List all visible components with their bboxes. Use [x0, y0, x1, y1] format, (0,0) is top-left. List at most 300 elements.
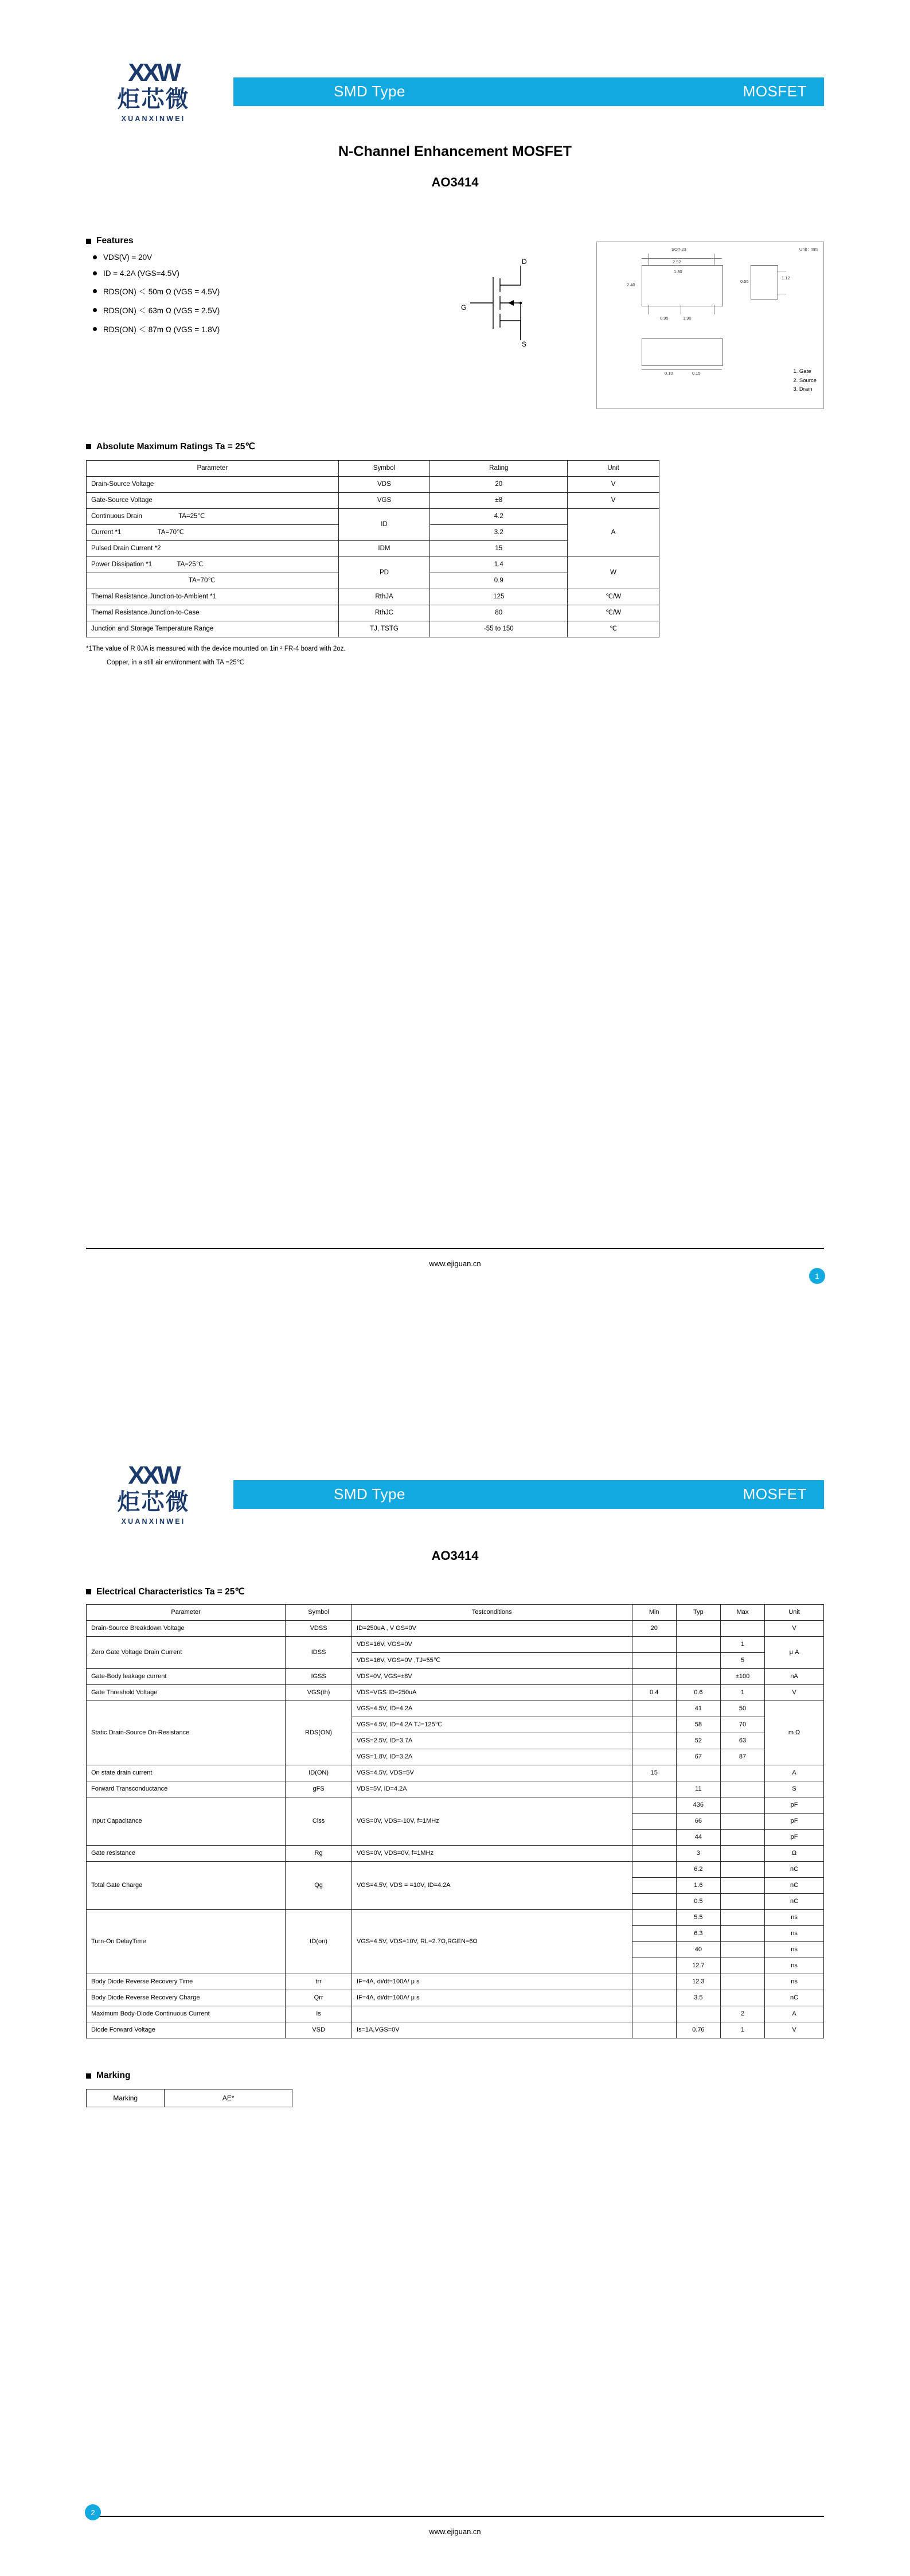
footer-url[interactable]: www.ejiguan.cn [429, 2527, 481, 2536]
footnote-2: Copper, in a still air environment with TA =25℃ [107, 659, 244, 666]
cell-typ: 52 [676, 1733, 720, 1749]
cell-min [632, 2006, 676, 2022]
cell-rating: 4.2 [430, 509, 568, 525]
page1-footer [86, 1248, 824, 1268]
cell-typ: 0.6 [676, 1685, 720, 1701]
cell-unit: ℃ [568, 621, 659, 637]
pin-label: 1. Gate [793, 368, 811, 375]
cell-symbol: IGSS [286, 1669, 352, 1685]
cell-test-condition: VDS=0V, VGS=±8V [351, 1669, 632, 1685]
cell-typ [676, 1669, 720, 1685]
cell-typ: 6.3 [676, 1926, 720, 1942]
cell-unit: ns [765, 1958, 824, 1974]
cell-max: 2 [720, 2006, 764, 2022]
cell-unit: A [765, 1765, 824, 1781]
cell-min [632, 1830, 676, 1846]
package-outline-drawing [596, 242, 824, 409]
feature-text: RDS(ON) ＜ 87m Ω (VGS = 1.8V) [103, 325, 220, 334]
cell-min: 15 [632, 1765, 676, 1781]
cell-parameter: Gate Threshold Voltage [87, 1685, 286, 1701]
cell-max [720, 1894, 764, 1910]
cell-unit: A [568, 509, 659, 557]
cell-unit: ns [765, 1974, 824, 1990]
column-header: Parameter [87, 461, 339, 477]
cell-max [720, 1878, 764, 1894]
cell-typ [676, 1765, 720, 1781]
cell-unit: nC [765, 1862, 824, 1878]
cell-parameter-cond: TA=70℃ [157, 529, 184, 536]
table-row [87, 1910, 824, 1926]
list-item [86, 269, 430, 278]
cell-max [720, 1942, 764, 1958]
abs-max-heading [86, 441, 824, 452]
cell-test-condition: VGS=4.5V, ID=4.2A [351, 1701, 632, 1717]
cell-parameter-cond: TA=25℃ [177, 561, 204, 569]
cell-parameter: Diode Forward Voltage [87, 2022, 286, 2038]
cell-test-condition: VGS=2.5V, ID=3.7A [351, 1733, 632, 1749]
cell-max: 1 [720, 2022, 764, 2038]
cell-unit: pF [765, 1830, 824, 1846]
cell-parameter-text: Power Dissipation *1 [91, 561, 153, 569]
cell-typ: 11 [676, 1781, 720, 1797]
cell-symbol: Rg [286, 1846, 352, 1862]
marking-label-cell: Marking [87, 2089, 165, 2107]
table-header-row [87, 461, 659, 477]
bullet-dot-icon [93, 327, 97, 331]
cell-max: 50 [720, 1701, 764, 1717]
cell-min [632, 1781, 676, 1797]
cell-unit: μ A [765, 1637, 824, 1669]
table-row [87, 2022, 824, 2038]
list-item [86, 304, 430, 316]
package-dimension: 2.92 [673, 259, 681, 264]
cell-parameter-cond: TA=70℃ [189, 577, 216, 585]
cell-unit: A [765, 2006, 824, 2022]
square-bullet-icon [86, 239, 91, 244]
bullet-dot-icon [93, 289, 97, 293]
cell-parameter: Drain-Source Breakdown Voltage [87, 1621, 286, 1637]
part-number: AO3414 [431, 175, 479, 189]
cell-typ [676, 1653, 720, 1669]
cell-typ [676, 1621, 720, 1637]
package-dimension: 0.10 [665, 371, 673, 376]
cell-min [632, 1717, 676, 1733]
cell-parameter: Gate-Body leakage current [87, 1669, 286, 1685]
footer-divider [86, 2516, 824, 2517]
marking-heading-text: Marking [96, 2071, 131, 2080]
cell-symbol: IDSS [286, 1637, 352, 1669]
page-2 [0, 1423, 910, 2576]
cell-symbol: RthJC [338, 605, 430, 621]
features-heading [86, 236, 430, 246]
cell-max: 70 [720, 1717, 764, 1733]
header-family-label: MOSFET [743, 1485, 807, 1503]
cell-test-condition: VGS=0V, VDS=-10V, f=1MHz [351, 1797, 632, 1846]
cell-min [632, 1878, 676, 1894]
cell-max [720, 1797, 764, 1814]
mosfet-symbol-svg [453, 254, 568, 357]
cell-symbol: ID(ON) [286, 1765, 352, 1781]
cell-unit: S [765, 1781, 824, 1797]
cell-typ: 12.3 [676, 1974, 720, 1990]
package-dimension: 0.15 [692, 371, 701, 376]
cell-unit: nC [765, 1894, 824, 1910]
cell-unit: pF [765, 1814, 824, 1830]
cell-max: 1 [720, 1637, 764, 1653]
cell-unit: V [765, 2022, 824, 2038]
cell-symbol: Ciss [286, 1797, 352, 1846]
cell-parameter: Pulsed Drain Current *2 [87, 541, 339, 557]
header-type-label: SMD Type [334, 1485, 405, 1503]
cell-min [632, 1974, 676, 1990]
cell-parameter [87, 573, 339, 589]
header-banner [233, 77, 824, 106]
cell-symbol: VGS(th) [286, 1685, 352, 1701]
marking-value-cell: AE* [165, 2089, 292, 2107]
package-name-label: SOT-23 [671, 247, 686, 252]
cell-min [632, 1894, 676, 1910]
cell-parameter-cond: TA=25℃ [178, 513, 205, 520]
cell-rating: 15 [430, 541, 568, 557]
cell-min [632, 1749, 676, 1765]
column-header: Testconditions [351, 1605, 632, 1621]
header-banner [233, 1480, 824, 1509]
cell-typ: 0.76 [676, 2022, 720, 2038]
cell-min [632, 1637, 676, 1653]
bullet-dot-icon [93, 255, 97, 259]
cell-max [720, 1830, 764, 1846]
cell-unit: ns [765, 1926, 824, 1942]
header-type-label: SMD Type [334, 83, 405, 100]
mosfet-symbol-diagram [453, 254, 579, 363]
package-pin-line [642, 258, 722, 259]
cell-max [720, 1910, 764, 1926]
cell-typ: 12.7 [676, 1958, 720, 1974]
cell-unit: V [765, 1621, 824, 1637]
cell-min: 0.4 [632, 1685, 676, 1701]
marking-table [86, 2089, 292, 2107]
cell-typ: 40 [676, 1942, 720, 1958]
absolute-maximum-ratings-table [86, 460, 659, 637]
table-row [87, 1974, 824, 1990]
package-dimension: 1.90 [683, 316, 692, 321]
cell-symbol: Qg [286, 1862, 352, 1910]
cell-rating: ±8 [430, 493, 568, 509]
cell-max: 63 [720, 1733, 764, 1749]
electrical-characteristics-heading [86, 1586, 824, 1597]
table-row [87, 1765, 824, 1781]
cell-unit: nC [765, 1990, 824, 2006]
cell-max [720, 1814, 764, 1830]
cell-parameter [87, 509, 339, 525]
cell-unit: nC [765, 1878, 824, 1894]
cell-rating: 0.9 [430, 573, 568, 589]
cell-parameter: Themal Resistance.Junction-to-Ambient *1 [87, 589, 339, 605]
cell-parameter: Forward Transconductance [87, 1781, 286, 1797]
cell-symbol: RDS(ON) [286, 1701, 352, 1765]
cell-max [720, 1974, 764, 1990]
cell-symbol: tD(on) [286, 1910, 352, 1974]
company-logo [86, 60, 221, 123]
table-row [87, 1781, 824, 1797]
cell-min [632, 1942, 676, 1958]
cell-test-condition: VDS=VGS ID=250uA [351, 1685, 632, 1701]
cell-parameter: Themal Resistance.Junction-to-Case [87, 605, 339, 621]
cell-symbol: Qrr [286, 1990, 352, 2006]
cell-parameter: Total Gate Charge [87, 1862, 286, 1910]
cell-unit: Ω [765, 1846, 824, 1862]
cell-typ [676, 1637, 720, 1653]
cell-symbol: PD [338, 557, 430, 589]
cell-test-condition: ID=250uA , V GS=0V [351, 1621, 632, 1637]
cell-parameter: Zero Gate Voltage Drain Current [87, 1637, 286, 1669]
cell-unit: pF [765, 1797, 824, 1814]
cell-symbol: Is [286, 2006, 352, 2022]
cell-parameter: Maximum Body-Diode Continuous Current [87, 2006, 286, 2022]
cell-rating: 125 [430, 589, 568, 605]
square-bullet-icon [86, 444, 91, 449]
cell-parameter-text: Current *1 [91, 529, 122, 536]
cell-unit: ns [765, 1910, 824, 1926]
cell-typ: 44 [676, 1830, 720, 1846]
cell-parameter [87, 557, 339, 573]
list-item [86, 323, 430, 334]
cell-symbol: VDSS [286, 1621, 352, 1637]
table-row [87, 1990, 824, 2006]
table-row [87, 589, 659, 605]
feature-text: RDS(ON) ＜ 63m Ω (VGS = 2.5V) [103, 306, 220, 315]
cell-max: 5 [720, 1653, 764, 1669]
cell-max [720, 1990, 764, 2006]
table-row [87, 557, 659, 573]
cell-unit: V [765, 1685, 824, 1701]
cell-typ: 67 [676, 1749, 720, 1765]
cell-rating: 80 [430, 605, 568, 621]
pin-label: 3. Drain [793, 386, 813, 392]
company-logo [86, 1463, 221, 1526]
electrical-characteristics-heading-text: Electrical Characteristics Ta = 25℃ [96, 1587, 245, 1597]
cell-min [632, 1797, 676, 1814]
cell-min [632, 1990, 676, 2006]
table-row [87, 1797, 824, 1814]
marking-heading [86, 2071, 824, 2081]
cell-test-condition: VDS=16V, VGS=0V ,TJ=55℃ [351, 1653, 632, 1669]
table-row [87, 2089, 292, 2107]
package-unit-note: Unit : mm [799, 247, 818, 252]
cell-max [720, 1958, 764, 1974]
package-dimension: 0.95 [660, 316, 669, 321]
cell-unit: nA [765, 1669, 824, 1685]
cell-max [720, 1765, 764, 1781]
page-number-badge: 2 [85, 2504, 101, 2520]
cell-parameter: Junction and Storage Temperature Range [87, 621, 339, 637]
table-row [87, 1846, 824, 1862]
cell-max: ±100 [720, 1669, 764, 1685]
column-header: Symbol [338, 461, 430, 477]
footer-url[interactable]: www.ejiguan.cn [429, 1259, 481, 1268]
feature-text: ID = 4.2A (VGS=4.5V) [103, 269, 179, 278]
package-topview-body [642, 265, 723, 306]
cell-test-condition [351, 2006, 632, 2022]
table-row [87, 621, 659, 637]
cell-parameter: Body Diode Reverse Recovery Time [87, 1974, 286, 1990]
cell-min [632, 1958, 676, 1974]
cell-unit: ℃/W [568, 605, 659, 621]
package-dimension: 1.12 [782, 275, 790, 281]
page-title: N-Channel Enhancement MOSFET [338, 143, 572, 159]
cell-min [632, 1701, 676, 1717]
header-family-label: MOSFET [743, 83, 807, 100]
cell-min [632, 1910, 676, 1926]
cell-test-condition: VGS=0V, VDS=0V, f=1MHz [351, 1846, 632, 1862]
cell-parameter: Body Diode Reverse Recovery Charge [87, 1990, 286, 2006]
package-dimension: 1.30 [674, 269, 682, 274]
column-header: Rating [430, 461, 568, 477]
cell-symbol: RthJA [338, 589, 430, 605]
cell-test-condition: VDS=5V, ID=4.2A [351, 1781, 632, 1797]
cell-min [632, 1669, 676, 1685]
cell-symbol: gFS [286, 1781, 352, 1797]
cell-typ: 5.5 [676, 1910, 720, 1926]
cell-rating: 1.4 [430, 557, 568, 573]
bullet-dot-icon [93, 271, 97, 275]
column-header: Symbol [286, 1605, 352, 1621]
package-dimension: 2.40 [627, 282, 635, 287]
cell-typ: 66 [676, 1814, 720, 1830]
cell-unit: V [568, 493, 659, 509]
column-header: Unit [568, 461, 659, 477]
cell-typ: 436 [676, 1797, 720, 1814]
feature-text: RDS(ON) ＜ 50m Ω (VGS = 4.5V) [103, 287, 220, 296]
cell-typ: 3.5 [676, 1990, 720, 2006]
table-row [87, 1862, 824, 1878]
cell-symbol: VSD [286, 2022, 352, 2038]
cell-unit: V [568, 477, 659, 493]
bullet-dot-icon [93, 308, 97, 312]
table-row [87, 1669, 824, 1685]
table-row [87, 1621, 824, 1637]
cell-max: 1 [720, 1685, 764, 1701]
table-header-row [87, 1605, 824, 1621]
logo-mark-text: XXW [128, 1461, 179, 1489]
list-item [86, 253, 430, 262]
column-header: Min [632, 1605, 676, 1621]
logo-pinyin: XUANXINWEI [121, 115, 186, 123]
cell-typ: 58 [676, 1717, 720, 1733]
part-number: AO3414 [431, 1548, 479, 1563]
cell-max: 87 [720, 1749, 764, 1765]
cell-parameter: Input Capacitance [87, 1797, 286, 1846]
column-header: Max [720, 1605, 764, 1621]
cell-parameter-text: Continuous Drain [91, 513, 142, 520]
electrical-characteristics-table [86, 1604, 824, 2038]
cell-typ: 0.5 [676, 1894, 720, 1910]
features-heading-text: Features [96, 236, 134, 246]
cell-typ: 3 [676, 1846, 720, 1862]
package-pin-line [642, 369, 722, 370]
table-row [87, 1637, 824, 1653]
logo-chinese-name: 炬芯微 [117, 87, 190, 112]
page-number-badge: 1 [809, 1268, 825, 1284]
cell-max [720, 1926, 764, 1942]
cell-min [632, 1814, 676, 1830]
cell-test-condition: Is=1A,VGS=0V [351, 2022, 632, 2038]
cell-typ: 6.2 [676, 1862, 720, 1878]
cell-rating: 20 [430, 477, 568, 493]
cell-unit: m Ω [765, 1701, 824, 1765]
footnote-1: *1The value of R θJA is measured with the device mounted on 1in ² FR-4 board with 2oz. [86, 645, 346, 652]
cell-min [632, 1862, 676, 1878]
package-pin-list [793, 367, 817, 394]
list-item [86, 285, 430, 297]
cell-max [720, 1862, 764, 1878]
table-row [87, 1685, 824, 1701]
column-header: Unit [765, 1605, 824, 1621]
column-header: Parameter [87, 1605, 286, 1621]
features-section [86, 236, 430, 334]
cell-parameter: Gate resistance [87, 1846, 286, 1862]
cell-max [720, 1846, 764, 1862]
cell-min [632, 1846, 676, 1862]
cell-unit: ns [765, 1942, 824, 1958]
cell-unit: W [568, 557, 659, 589]
symbol-label-gate: G [461, 303, 467, 312]
cell-test-condition: VGS=4.5V, ID=4.2A TJ=125℃ [351, 1717, 632, 1733]
cell-test-condition: VGS=4.5V, VDS=10V, RL=2.7Ω,RGEN=6Ω [351, 1910, 632, 1974]
feature-text: VDS(V) = 20V [103, 253, 153, 262]
table-row [87, 477, 659, 493]
cell-typ [676, 2006, 720, 2022]
cell-min [632, 1653, 676, 1669]
package-bottomview-body [642, 338, 723, 366]
logo-pinyin: XUANXINWEI [121, 1517, 186, 1526]
page-header [86, 0, 824, 123]
table-row [87, 509, 659, 525]
cell-typ: 41 [676, 1701, 720, 1717]
logo-mark-text: XXW [128, 59, 179, 87]
cell-min [632, 1733, 676, 1749]
cell-symbol: IDM [338, 541, 430, 557]
abs-max-heading-text: Absolute Maximum Ratings Ta = 25℃ [96, 442, 255, 452]
footer-divider [86, 1248, 824, 1249]
cell-max [720, 1621, 764, 1637]
symbol-label-drain: D [522, 258, 527, 266]
page-header [86, 1423, 824, 1526]
page2-footer [86, 2516, 824, 2536]
cell-parameter: On state drain current [87, 1765, 286, 1781]
cell-typ: 1.6 [676, 1878, 720, 1894]
square-bullet-icon [86, 2073, 91, 2079]
cell-unit: ℃/W [568, 589, 659, 605]
cell-symbol: VDS [338, 477, 430, 493]
table-row [87, 1701, 824, 1717]
package-sideview-body [751, 265, 778, 299]
cell-min: 20 [632, 1621, 676, 1637]
cell-max [720, 1781, 764, 1797]
table-row [87, 2006, 824, 2022]
pin-label: 2. Source [793, 377, 817, 384]
cell-min [632, 1926, 676, 1942]
table-row [87, 493, 659, 509]
cell-parameter: Turn-On DelayTime [87, 1910, 286, 1974]
cell-test-condition: IF=4A, di/dt=100A/ μ s [351, 1974, 632, 1990]
cell-symbol: VGS [338, 493, 430, 509]
square-bullet-icon [86, 1589, 91, 1594]
cell-parameter: Drain-Source Voltage [87, 477, 339, 493]
cell-parameter: Gate-Source Voltage [87, 493, 339, 509]
cell-min [632, 2022, 676, 2038]
cell-parameter [87, 525, 339, 541]
